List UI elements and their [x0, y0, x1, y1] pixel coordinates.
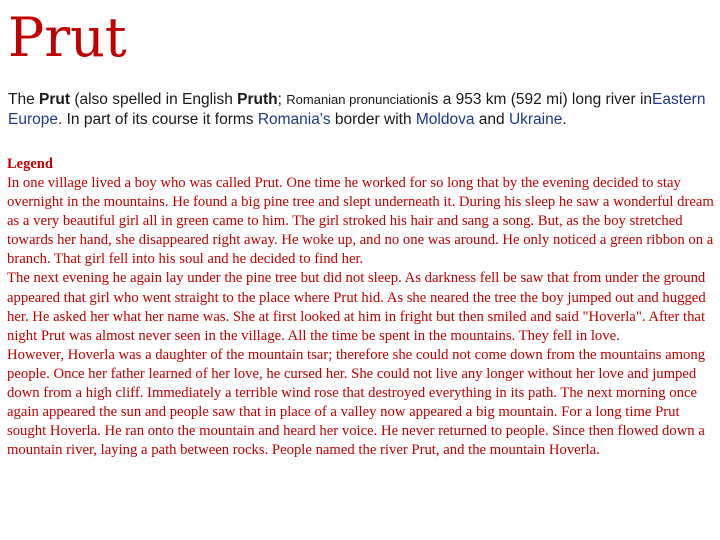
intro-text: is a 953 km (592 mi) long river in [427, 91, 653, 108]
intro-text: . [562, 111, 567, 128]
intro-text: border with [330, 111, 416, 128]
intro-pronunciation: Romanian pronunciation [286, 92, 428, 107]
link-eastern-europe[interactable]: Eastern Europe [8, 91, 706, 128]
legend-story [7, 174, 717, 460]
legend-paragraph-2: The next evening he again lay under the pine tree but did not sleep. As darkness fell be saw that from under the ground appeared that girl who went straight to the place where Prut hid. As she neared the tree the boy jumped out and hugged her. He asked her what her name was. She at first looked at him in fright but then smiled and said "Hoverla". After that night Prut was almost never seen in the village. All the time be spent in the mountains. They fell in love. [7, 270, 706, 344]
intro-bold-pruth: Pruth [237, 91, 278, 108]
legend-paragraph-3: However, Hoverla was a daughter of the mountain tsar; therefore she could not come down from the mountains among people. Once her father learned of her love, he cursed her. She could not live any longer without her love and jumped down from a high cliff. Immediately a terrible wind rose that destroyed everything in its path. The next morning once again appeared the sun and people saw that in place of a valley now appeared a big mountain. For a long time Prut sought Hoverla. He ran onto the mountain and heard her voice. He never returned to people. Since then flowed down a mountain river, laying a path between rocks. People named the river Prut, and the mountain Hoverla. [7, 346, 706, 459]
link-romania[interactable]: Romania's [257, 111, 331, 128]
intro-text: . In part of its course it forms [57, 111, 258, 128]
intro-bold-prut: Prut [39, 91, 71, 108]
link-moldova[interactable]: Moldova [415, 111, 475, 128]
link-ukraine[interactable]: Ukraine [508, 111, 563, 128]
intro-text: The [8, 91, 40, 108]
intro-text: (also spelled in English [70, 91, 238, 108]
page-title: Prut [8, 6, 127, 69]
intro-paragraph [8, 90, 716, 130]
legend-heading: Legend [7, 156, 53, 172]
legend-paragraph-1: In one village lived a boy who was called Prut. One time he worked for so long that by the evening decided to stay overnight in the mountains. He found a big pine tree and slept underneath it. During his sleep he saw a wonderful dream as a very beautiful girl all in green came to him. The girl stroked his hair and sang a song. But, as the boy stretched towards her hand, she disappeared right away. He woke up, and no one was around. He only noticed a green ribbon on a branch. That girl fell into his soul and he decided to find her. [7, 175, 714, 268]
intro-text: ; [277, 91, 287, 108]
intro-text: and [474, 111, 509, 128]
